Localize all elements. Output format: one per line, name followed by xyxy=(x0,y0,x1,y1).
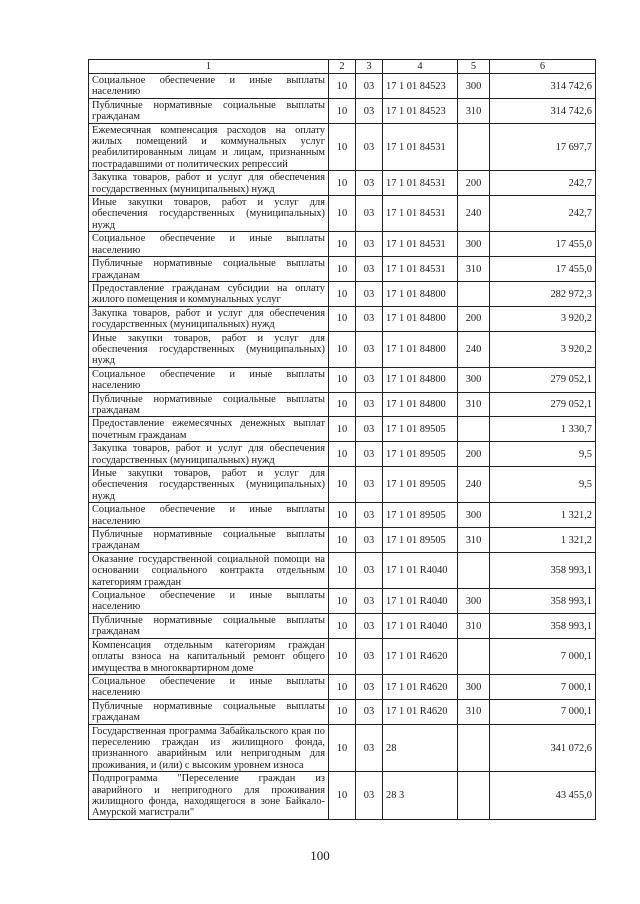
row-section-cell: 10 xyxy=(329,367,356,392)
row-subsection-cell: 03 xyxy=(356,772,383,820)
row-expense-type-cell: 200 xyxy=(458,306,490,331)
table-row xyxy=(89,613,596,638)
row-section-cell: 10 xyxy=(329,123,356,171)
row-amount-cell: 1 321,2 xyxy=(490,528,596,553)
row-subsection-cell: 03 xyxy=(356,417,383,442)
row-subsection-cell: 03 xyxy=(356,281,383,306)
table-row xyxy=(89,232,596,257)
table-row xyxy=(89,257,596,282)
row-name-cell: Государственная программа Забайкальского края по переселению граждан из жилищного фонда, признанного аварийным или непригодным для проживания, и (или) с высоким уровнем износа xyxy=(89,724,329,772)
row-name-cell: Публичные нормативные социальные выплаты гражданам xyxy=(89,699,329,724)
row-amount-cell: 1 321,2 xyxy=(490,503,596,528)
row-amount-cell: 282 972,3 xyxy=(490,281,596,306)
row-amount-cell: 279 052,1 xyxy=(490,392,596,417)
row-expense-type-cell: 200 xyxy=(458,442,490,467)
row-target-article-cell: 17 1 01 84800 xyxy=(383,331,458,367)
row-amount-cell: 17 697,7 xyxy=(490,123,596,171)
row-target-article-cell: 17 1 01 84531 xyxy=(383,171,458,196)
row-expense-type-cell: 310 xyxy=(458,392,490,417)
row-amount-cell: 358 993,1 xyxy=(490,589,596,614)
row-section-cell: 10 xyxy=(329,467,356,503)
budget-table xyxy=(88,59,596,820)
row-name-cell: Оказание государственной социальной помощи на основании социального контракта отдельным категориям граждан xyxy=(89,552,329,588)
row-expense-type-cell: 300 xyxy=(458,74,490,99)
row-name-cell: Социальное обеспечение и иные выплаты населению xyxy=(89,674,329,699)
row-target-article-cell: 17 1 01 84523 xyxy=(383,74,458,99)
table-row xyxy=(89,442,596,467)
header-row xyxy=(89,60,596,74)
row-amount-cell: 3 920,2 xyxy=(490,306,596,331)
table-row xyxy=(89,674,596,699)
row-subsection-cell: 03 xyxy=(356,367,383,392)
row-subsection-cell: 03 xyxy=(356,724,383,772)
row-subsection-cell: 03 xyxy=(356,442,383,467)
column-header-expense-type: 5 xyxy=(458,60,490,74)
row-name-cell: Социальное обеспечение и иные выплаты населению xyxy=(89,367,329,392)
row-name-cell: Публичные нормативные социальные выплаты гражданам xyxy=(89,613,329,638)
row-section-cell: 10 xyxy=(329,552,356,588)
row-section-cell: 10 xyxy=(329,772,356,820)
row-section-cell: 10 xyxy=(329,417,356,442)
row-section-cell: 10 xyxy=(329,589,356,614)
row-subsection-cell: 03 xyxy=(356,306,383,331)
row-amount-cell: 314 742,6 xyxy=(490,98,596,123)
row-target-article-cell: 17 1 01 84800 xyxy=(383,306,458,331)
row-name-cell: Закупка товаров, работ и услуг для обеспечения государственных (муниципальных) нужд xyxy=(89,442,329,467)
table-row xyxy=(89,589,596,614)
row-name-cell: Предоставление гражданам субсидии на оплату жилого помещения и коммунальных услуг xyxy=(89,281,329,306)
row-expense-type-cell xyxy=(458,772,490,820)
table-row xyxy=(89,196,596,232)
row-section-cell: 10 xyxy=(329,98,356,123)
table-row xyxy=(89,528,596,553)
table-row xyxy=(89,724,596,772)
row-expense-type-cell: 310 xyxy=(458,98,490,123)
row-name-cell: Подпрограмма "Переселение граждан из аварийного и непригодного для проживания жилищного фонда, находящегося в зоне Байкало-Амурской магистрали" xyxy=(89,772,329,820)
row-target-article-cell: 17 1 01 84800 xyxy=(383,281,458,306)
row-target-article-cell: 17 1 01 R4040 xyxy=(383,552,458,588)
table-row xyxy=(89,552,596,588)
row-target-article-cell: 17 1 01 R4040 xyxy=(383,613,458,638)
row-amount-cell: 17 455,0 xyxy=(490,232,596,257)
row-target-article-cell: 17 1 01 89505 xyxy=(383,528,458,553)
row-subsection-cell: 03 xyxy=(356,123,383,171)
row-expense-type-cell: 300 xyxy=(458,589,490,614)
row-name-cell: Публичные нормативные социальные выплаты гражданам xyxy=(89,257,329,282)
row-expense-type-cell xyxy=(458,417,490,442)
row-name-cell: Предоставление ежемесячных денежных выплат почетным гражданам xyxy=(89,417,329,442)
row-target-article-cell: 17 1 01 R4620 xyxy=(383,638,458,674)
row-expense-type-cell: 300 xyxy=(458,367,490,392)
table-row xyxy=(89,98,596,123)
row-section-cell: 10 xyxy=(329,171,356,196)
row-subsection-cell: 03 xyxy=(356,196,383,232)
row-section-cell: 10 xyxy=(329,257,356,282)
row-subsection-cell: 03 xyxy=(356,503,383,528)
row-target-article-cell: 17 1 01 89505 xyxy=(383,417,458,442)
row-section-cell: 10 xyxy=(329,528,356,553)
row-section-cell: 10 xyxy=(329,613,356,638)
row-amount-cell: 9,5 xyxy=(490,442,596,467)
row-expense-type-cell: 310 xyxy=(458,613,490,638)
row-target-article-cell: 28 xyxy=(383,724,458,772)
row-subsection-cell: 03 xyxy=(356,699,383,724)
row-amount-cell: 7 000,1 xyxy=(490,674,596,699)
page-number: 100 xyxy=(310,848,330,863)
row-name-cell: Публичные нормативные социальные выплаты гражданам xyxy=(89,528,329,553)
row-amount-cell: 9,5 xyxy=(490,467,596,503)
row-target-article-cell: 17 1 01 84531 xyxy=(383,257,458,282)
row-subsection-cell: 03 xyxy=(356,528,383,553)
row-subsection-cell: 03 xyxy=(356,232,383,257)
row-section-cell: 10 xyxy=(329,699,356,724)
row-subsection-cell: 03 xyxy=(356,331,383,367)
row-section-cell: 10 xyxy=(329,442,356,467)
row-name-cell: Иные закупки товаров, работ и услуг для обеспечения государственных (муниципальных) нужд xyxy=(89,196,329,232)
table-row xyxy=(89,331,596,367)
row-expense-type-cell: 310 xyxy=(458,257,490,282)
row-section-cell: 10 xyxy=(329,281,356,306)
table-row xyxy=(89,503,596,528)
row-subsection-cell: 03 xyxy=(356,257,383,282)
row-target-article-cell: 17 1 01 89505 xyxy=(383,503,458,528)
row-target-article-cell: 28 3 xyxy=(383,772,458,820)
table-row xyxy=(89,306,596,331)
row-target-article-cell: 17 1 01 84523 xyxy=(383,98,458,123)
column-header-name: 1 xyxy=(89,60,329,74)
row-target-article-cell: 17 1 01 89505 xyxy=(383,467,458,503)
row-target-article-cell: 17 1 01 89505 xyxy=(383,442,458,467)
row-target-article-cell: 17 1 01 84800 xyxy=(383,392,458,417)
table-body xyxy=(89,74,596,820)
row-subsection-cell: 03 xyxy=(356,638,383,674)
row-section-cell: 10 xyxy=(329,638,356,674)
row-expense-type-cell xyxy=(458,552,490,588)
row-expense-type-cell: 240 xyxy=(458,467,490,503)
table-row xyxy=(89,699,596,724)
row-section-cell: 10 xyxy=(329,74,356,99)
row-subsection-cell: 03 xyxy=(356,589,383,614)
row-subsection-cell: 03 xyxy=(356,171,383,196)
row-subsection-cell: 03 xyxy=(356,98,383,123)
row-target-article-cell: 17 1 01 84531 xyxy=(383,123,458,171)
row-name-cell: Закупка товаров, работ и услуг для обеспечения государственных (муниципальных) нужд xyxy=(89,306,329,331)
row-section-cell: 10 xyxy=(329,724,356,772)
row-expense-type-cell xyxy=(458,724,490,772)
table-row xyxy=(89,417,596,442)
row-expense-type-cell xyxy=(458,638,490,674)
row-section-cell: 10 xyxy=(329,674,356,699)
row-section-cell: 10 xyxy=(329,196,356,232)
row-name-cell: Публичные нормативные социальные выплаты гражданам xyxy=(89,392,329,417)
row-amount-cell: 7 000,1 xyxy=(490,638,596,674)
row-name-cell: Социальное обеспечение и иные выплаты населению xyxy=(89,74,329,99)
row-name-cell: Социальное обеспечение и иные выплаты населению xyxy=(89,503,329,528)
row-expense-type-cell: 300 xyxy=(458,674,490,699)
column-header-amount: 6 xyxy=(490,60,596,74)
row-expense-type-cell xyxy=(458,281,490,306)
row-subsection-cell: 03 xyxy=(356,613,383,638)
row-name-cell: Иные закупки товаров, работ и услуг для обеспечения государственных (муниципальных) нужд xyxy=(89,467,329,503)
row-amount-cell: 1 330,7 xyxy=(490,417,596,442)
row-target-article-cell: 17 1 01 84531 xyxy=(383,232,458,257)
row-name-cell: Ежемесячная компенсация расходов на оплату жилых помещений и коммунальных услуг реабилитированным лицам и лицам, признанным пострадавшими от политических репрессий xyxy=(89,123,329,171)
row-amount-cell: 358 993,1 xyxy=(490,613,596,638)
row-subsection-cell: 03 xyxy=(356,392,383,417)
row-section-cell: 10 xyxy=(329,392,356,417)
row-amount-cell: 341 072,6 xyxy=(490,724,596,772)
row-amount-cell: 7 000,1 xyxy=(490,699,596,724)
row-amount-cell: 3 920,2 xyxy=(490,331,596,367)
row-target-article-cell: 17 1 01 84531 xyxy=(383,196,458,232)
table-row xyxy=(89,638,596,674)
table-row xyxy=(89,772,596,820)
row-subsection-cell: 03 xyxy=(356,74,383,99)
row-section-cell: 10 xyxy=(329,306,356,331)
row-subsection-cell: 03 xyxy=(356,467,383,503)
row-name-cell: Публичные нормативные социальные выплаты гражданам xyxy=(89,98,329,123)
row-amount-cell: 242,7 xyxy=(490,196,596,232)
row-section-cell: 10 xyxy=(329,331,356,367)
row-target-article-cell: 17 1 01 R4620 xyxy=(383,699,458,724)
row-name-cell: Компенсация отдельным категориям граждан оплаты взноса на капитальный ремонт общего имущества в многоквартирном доме xyxy=(89,638,329,674)
row-expense-type-cell: 300 xyxy=(458,503,490,528)
table-row xyxy=(89,281,596,306)
row-expense-type-cell: 200 xyxy=(458,171,490,196)
row-expense-type-cell: 310 xyxy=(458,528,490,553)
row-name-cell: Закупка товаров, работ и услуг для обеспечения государственных (муниципальных) нужд xyxy=(89,171,329,196)
row-target-article-cell: 17 1 01 R4040 xyxy=(383,589,458,614)
row-section-cell: 10 xyxy=(329,232,356,257)
row-section-cell: 10 xyxy=(329,503,356,528)
column-header-subsection: 3 xyxy=(356,60,383,74)
row-amount-cell: 242,7 xyxy=(490,171,596,196)
row-amount-cell: 17 455,0 xyxy=(490,257,596,282)
row-expense-type-cell: 240 xyxy=(458,196,490,232)
table-row xyxy=(89,367,596,392)
table-row xyxy=(89,392,596,417)
column-header-section: 2 xyxy=(329,60,356,74)
row-expense-type-cell: 310 xyxy=(458,699,490,724)
row-target-article-cell: 17 1 01 84800 xyxy=(383,367,458,392)
table-row xyxy=(89,123,596,171)
column-header-target-article: 4 xyxy=(383,60,458,74)
row-expense-type-cell xyxy=(458,123,490,171)
row-expense-type-cell: 240 xyxy=(458,331,490,367)
row-name-cell: Социальное обеспечение и иные выплаты населению xyxy=(89,589,329,614)
row-name-cell: Социальное обеспечение и иные выплаты населению xyxy=(89,232,329,257)
row-target-article-cell: 17 1 01 R4620 xyxy=(383,674,458,699)
row-amount-cell: 358 993,1 xyxy=(490,552,596,588)
table-row xyxy=(89,171,596,196)
row-subsection-cell: 03 xyxy=(356,552,383,588)
row-name-cell: Иные закупки товаров, работ и услуг для обеспечения государственных (муниципальных) нужд xyxy=(89,331,329,367)
row-amount-cell: 314 742,6 xyxy=(490,74,596,99)
row-subsection-cell: 03 xyxy=(356,674,383,699)
row-amount-cell: 43 455,0 xyxy=(490,772,596,820)
table-row xyxy=(89,74,596,99)
row-expense-type-cell: 300 xyxy=(458,232,490,257)
row-amount-cell: 279 052,1 xyxy=(490,367,596,392)
table-row xyxy=(89,467,596,503)
